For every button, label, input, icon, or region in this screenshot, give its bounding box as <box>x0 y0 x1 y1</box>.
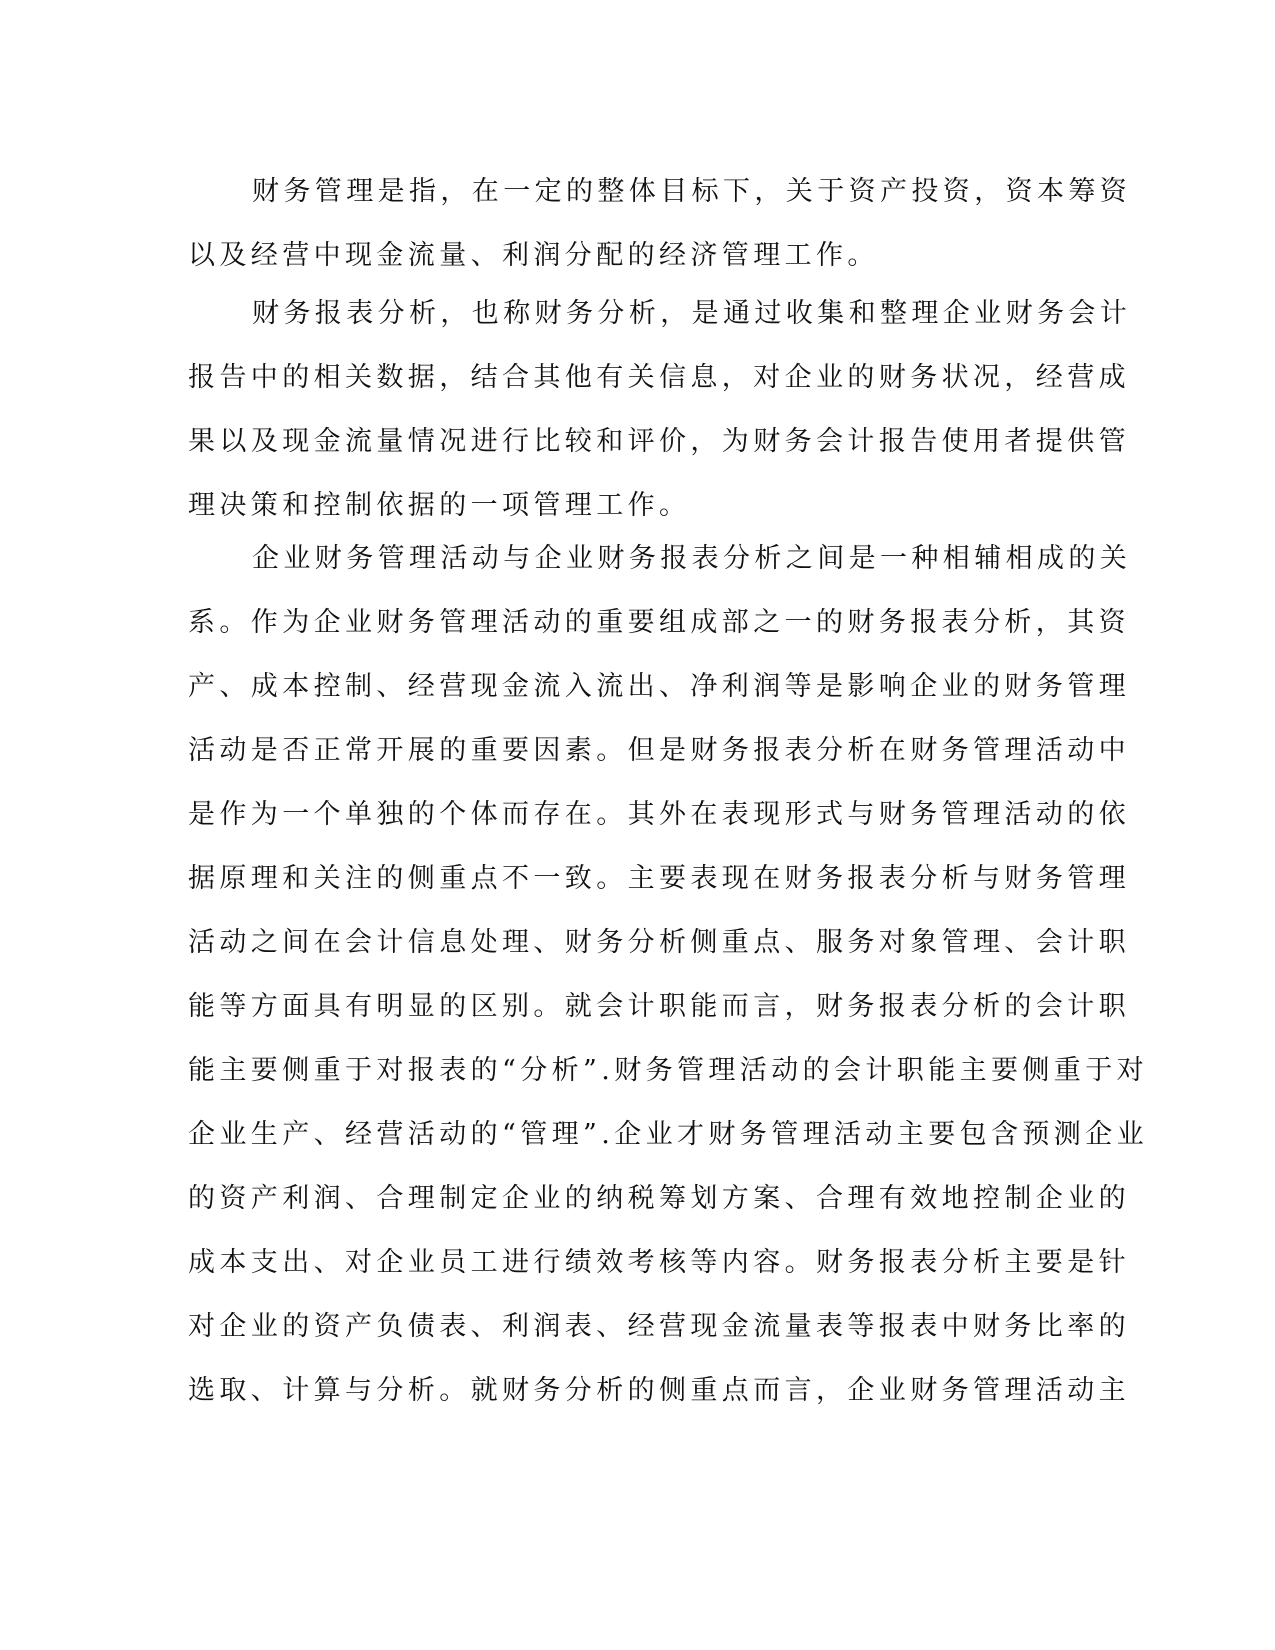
paragraph-line: 财务管理是指，在一定的整体目标下，关于资产投资，资本筹资 <box>252 176 1132 207</box>
paragraph-line: 的资产利润、合理制定企业的纳税筹划方案、合理有效地控制企业的 <box>188 1183 1130 1214</box>
paragraph-financial-management-definition <box>188 160 1132 288</box>
paragraph-line: 企业生产、经营活动的“管理”.企业才财务管理活动主要包含预测企业 <box>188 1119 1148 1150</box>
paragraph-line: 以及经营中现金流量、利润分配的经济管理工作。 <box>188 240 879 271</box>
paragraph-line: 选取、计算与分析。就财务分析的侧重点而言，企业财务管理活动主 <box>188 1375 1130 1406</box>
paragraph-line: 是作为一个单独的个体而存在。其外在表现形式与财务管理活动的依 <box>188 799 1130 830</box>
paragraph-line: 财务报表分析，也称财务分析，是通过收集和整理企业财务会计 <box>252 298 1132 329</box>
paragraph-line: 报告中的相关数据，结合其他有关信息，对企业的财务状况，经营成 <box>188 362 1130 393</box>
paragraph-line: 理决策和控制依据的一项管理工作。 <box>188 490 691 521</box>
paragraph-line: 系。作为企业财务管理活动的重要组成部之一的财务报表分析，其资 <box>188 607 1130 638</box>
paragraph-line: 据原理和关注的侧重点不一致。主要表现在财务报表分析与财务管理 <box>188 863 1130 894</box>
paragraph-line: 活动是否正常开展的重要因素。但是财务报表分析在财务管理活动中 <box>188 735 1130 766</box>
paragraph-relationship-discussion <box>188 527 1148 1423</box>
paragraph-line: 成本支出、对企业员工进行绩效考核等内容。财务报表分析主要是针 <box>188 1247 1130 1278</box>
paragraph-line: 能主要侧重于对报表的“分析”.财务管理活动的会计职能主要侧重于对 <box>188 1055 1148 1086</box>
paragraph-line: 企业财务管理活动与企业财务报表分析之间是一种相辅相成的关 <box>252 543 1132 574</box>
paragraph-line: 产、成本控制、经营现金流入流出、净利润等是影响企业的财务管理 <box>188 671 1130 702</box>
paragraph-line: 对企业的资产负债表、利润表、经营现金流量表等报表中财务比率的 <box>188 1311 1130 1342</box>
paragraph-financial-statement-analysis-definition <box>188 282 1132 538</box>
paragraph-line: 能等方面具有明显的区别。就会计职能而言，财务报表分析的会计职 <box>188 991 1130 1022</box>
paragraph-line: 活动之间在会计信息处理、财务分析侧重点、服务对象管理、会计职 <box>188 927 1130 958</box>
paragraph-line: 果以及现金流量情况进行比较和评价，为财务会计报告使用者提供管 <box>188 426 1130 457</box>
